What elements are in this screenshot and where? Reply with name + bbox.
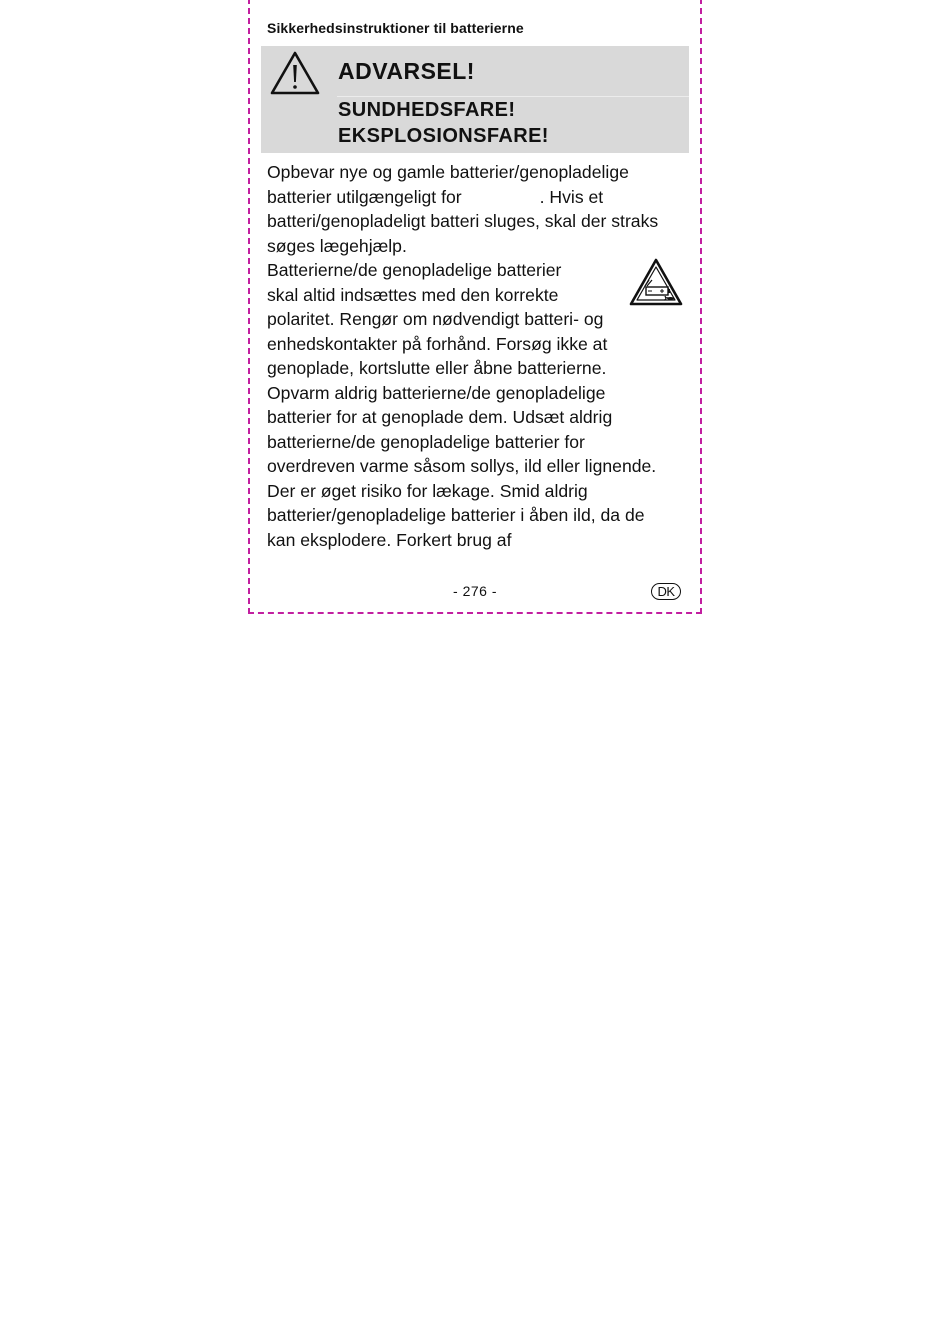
body-line: Der er øget risiko for lækage. Smid aldrig — [267, 480, 588, 501]
body-text — [267, 160, 687, 552]
body-line-part: batterier utilgængeligt for — [267, 186, 462, 207]
body-line: Opvarm aldrig batterierne/de genopladelige — [267, 382, 606, 403]
warning-title: ADVARSEL! — [338, 58, 475, 84]
body-line: polaritet. Rengør om nødvendigt batteri- og — [267, 309, 604, 329]
body-line: batterier/genopladelige batterier i åben ild, da de — [267, 505, 645, 525]
warning-subtitle-health: SUNDHEDSFARE! — [338, 99, 516, 121]
body-line: skal altid indsættes med den korrekte — [267, 284, 559, 305]
body-line — [267, 185, 687, 210]
body-line: søges lægehjælp. — [267, 235, 407, 256]
body-line: kan eksplodere. Forkert brug af — [267, 529, 512, 550]
section-heading: Sikkerhedsinstruktioner til batterierne — [267, 20, 524, 36]
body-line: enhedskontakter på forhånd. Forsøg ikke at — [267, 333, 608, 354]
body-line: batterier for at genoplade dem. Udsæt aldrig — [267, 407, 613, 427]
body-line: Batterierne/de genopladelige batterier — [267, 260, 562, 280]
warning-triangle-icon — [269, 50, 321, 96]
warning-box — [261, 46, 689, 153]
body-line: genoplade, kortslutte eller åbne batterierne. — [267, 358, 607, 378]
battery-leak-warning-icon — [629, 258, 683, 306]
page-number: - 276 - — [453, 583, 497, 599]
body-line-part: . Hvis et — [539, 186, 604, 207]
warning-subtitle-explosion: EKSPLOSIONSFARE! — [338, 125, 549, 147]
warning-divider — [337, 96, 689, 97]
body-line: overdreven varme såsom sollys, ild eller lignende. — [267, 456, 657, 476]
body-line: Opbevar nye og gamle batterier/genopladelige — [267, 162, 629, 182]
body-line: batteri/genopladeligt batteri sluges, skal der straks — [267, 211, 659, 231]
body-line: batterierne/de genopladelige batterier for — [267, 431, 585, 452]
language-badge: DK — [651, 583, 681, 600]
